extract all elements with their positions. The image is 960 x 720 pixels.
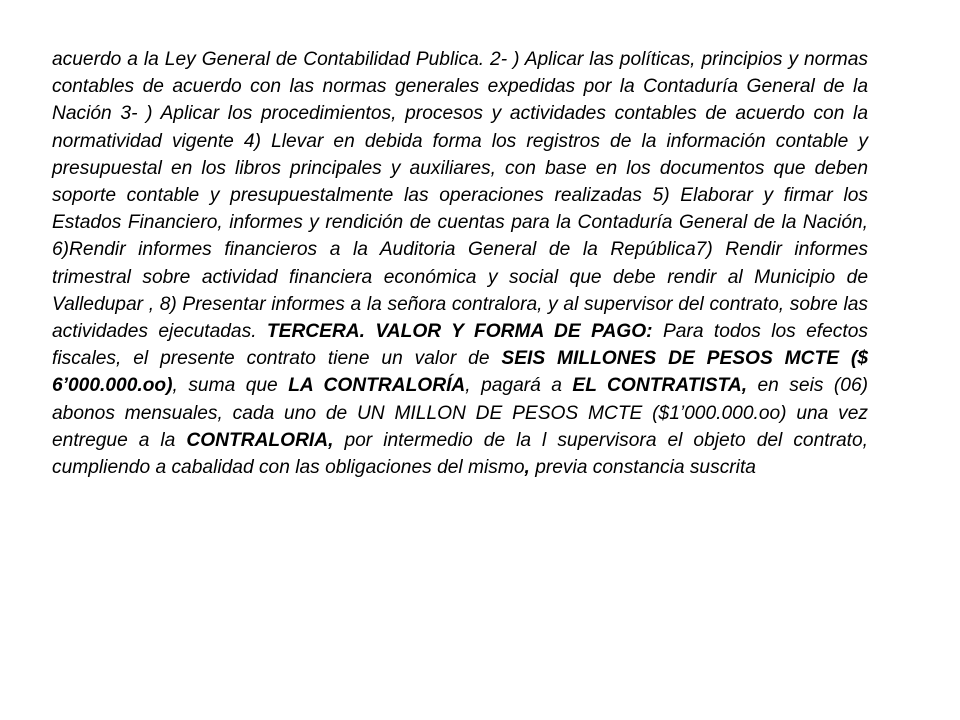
supervision-text: por intermedio de la l supervisora el objeto del contrato, cumpliendo a cabalidad con las obligaciones del mismo: [52, 429, 868, 479]
obligations-text: acuerdo a la Ley General de Contabilidad Publica. 2- ) Aplicar las políticas, principios y normas contables de acuerdo con las normas generales expedidas por la Contaduría General de la Nación 3- ) Aplicar los procedimientos, procesos y actividades contables de acuerdo con la normatividad vigente 4) Llevar en debida forma los registros de la información contable y presupuestal en los libros principales y auxiliares, con base en los documentos que deben soporte contable y presupuestalmente las operaciones realizadas 5) Elaborar y firmar los Estados Financiero, informes y rendición de cuentas para la Contaduría General de la Nación, 6)Rendir informes financieros a la Auditoria General de la República7) Rendir informes trimestral sobre actividad financiera económica y social que debe rendir al Municipio de Valledupar , 8) Presentar informes a la señora contralora, y al supervisor del contrato, sobre las actividades ejecutadas.: [52, 49, 868, 343]
document-page: [52, 46, 868, 686]
closing-text: previa constancia suscrita: [529, 457, 756, 479]
clause-heading: TERCERA. VALOR Y FORMA DE PAGO:: [266, 321, 653, 343]
contractor-name: EL CONTRATISTA,: [572, 375, 748, 397]
bold-comma: ,: [524, 457, 530, 479]
contracting-party: LA CONTRALORÍA: [288, 375, 466, 397]
value-intro-text: Para todos los efectos fiscales, el presente contrato tiene un valor de: [52, 321, 868, 370]
sum-text: , suma que: [172, 375, 289, 397]
installments-text: en seis (06) abonos mensuales, cada uno de UN MILLON DE PESOS MCTE ($1’000.000.oo) una vez entregue a la: [52, 375, 869, 451]
contraloria-name: CONTRALORIA,: [186, 429, 334, 451]
contract-value: SEIS MILLONES DE PESOS MCTE ($ 6’000.000.oo): [52, 348, 868, 397]
pay-text: , pagará a: [465, 375, 573, 397]
contract-paragraph: [52, 46, 868, 481]
